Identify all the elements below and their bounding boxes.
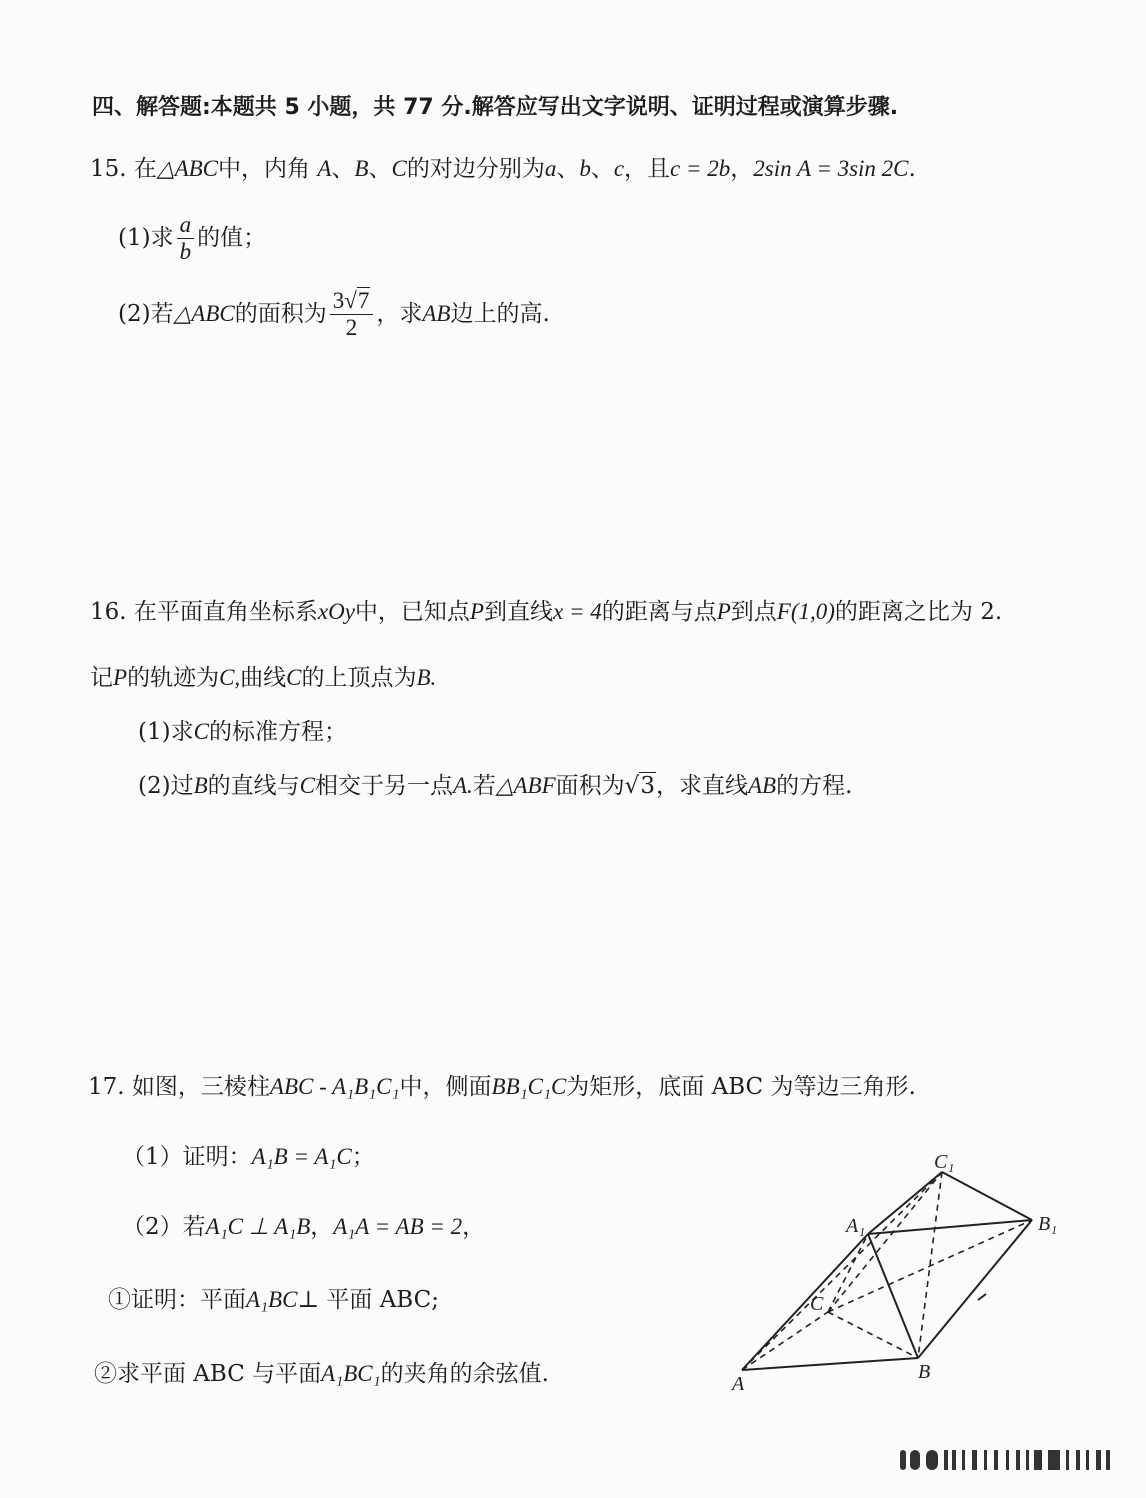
text: 在平面直角坐标系 — [133, 599, 318, 625]
q16-line2 — [90, 664, 436, 693]
edge-C1-B1 — [942, 1172, 1032, 1220]
barcode-strip — [900, 1448, 1116, 1472]
var: AB — [422, 300, 451, 326]
bar — [1026, 1450, 1029, 1470]
var: B — [354, 156, 369, 181]
text: 、 — [556, 156, 580, 182]
bar — [1048, 1450, 1060, 1470]
equation: A₁B = A₁C — [251, 1144, 352, 1169]
edge-A-C — [742, 1312, 828, 1370]
var: a — [544, 156, 557, 181]
part-label: ①证明：平面 — [108, 1287, 246, 1313]
var: A — [317, 156, 332, 181]
equation: 2sin A = 3sin 2C — [753, 156, 909, 181]
bar — [1066, 1450, 1069, 1470]
text: 的上顶点为 — [301, 665, 417, 691]
bar — [984, 1450, 987, 1470]
diag-C1-B — [918, 1172, 942, 1358]
var: A. — [453, 773, 473, 798]
var: B. — [416, 665, 437, 690]
text: 的面积为 — [234, 300, 327, 327]
denominator: 2 — [345, 315, 358, 341]
bar — [1016, 1450, 1020, 1470]
text: 、 — [368, 156, 392, 182]
part-label: ②求平面 ABC 与平面 — [94, 1361, 322, 1387]
text: 的轨迹为 — [127, 665, 220, 691]
question-16 — [90, 598, 1002, 627]
plane-name: A₁BC₁ — [321, 1361, 381, 1386]
edge-C-B — [828, 1312, 918, 1358]
text: ， — [730, 156, 754, 182]
question-number: 17. — [88, 1074, 125, 1100]
numerator: a — [177, 212, 195, 239]
triangle-symbol: △ABC — [156, 156, 219, 181]
section-heading: 四、解答题:本题共 5 小题，共 77 分.解答应写出文字说明、证明过程或演算步骤. — [92, 95, 899, 120]
part-label: (2)过 — [138, 773, 194, 799]
q17-sub1 — [108, 1286, 439, 1315]
var: xOy — [317, 599, 355, 624]
text: 相交于另一点 — [315, 773, 453, 799]
text: 若 — [472, 773, 496, 799]
var: C — [286, 665, 302, 690]
question-17 — [88, 1073, 916, 1102]
text: 的距离之比为 2. — [834, 599, 1003, 625]
tick-mark — [978, 1294, 986, 1300]
text: 的夹角的余弦值. — [380, 1361, 549, 1387]
var: AB — [747, 773, 777, 798]
question-number: 16. — [90, 599, 127, 625]
var: P — [113, 665, 128, 690]
text: ⊥ 平面 ABC; — [297, 1287, 439, 1313]
var: C, — [219, 665, 241, 690]
text: 的对边分别为 — [406, 156, 545, 182]
text: ， — [462, 1214, 486, 1240]
var: B — [193, 773, 208, 798]
text: 到点 — [730, 599, 777, 625]
question-15 — [90, 155, 916, 184]
bar — [910, 1450, 920, 1470]
text: 、 — [590, 156, 614, 182]
diag-A-C1 — [742, 1172, 942, 1370]
bar — [1096, 1450, 1101, 1470]
q17-part2 — [122, 1213, 485, 1242]
text: 曲线 — [240, 665, 287, 691]
question-number: 15. — [90, 156, 127, 182]
var: C — [193, 719, 209, 744]
bar — [962, 1450, 965, 1470]
part-label: (2)若 — [118, 300, 174, 327]
edge-A1-C — [828, 1234, 868, 1312]
text: ，且 — [624, 156, 671, 182]
text: ，求 — [376, 300, 423, 327]
text: 中，已知点 — [354, 599, 470, 625]
var: C — [299, 773, 315, 798]
triangle-symbol: △ABC — [173, 300, 235, 326]
text: 、 — [331, 156, 355, 182]
numerator: 3√7 — [330, 288, 374, 315]
var: b — [579, 156, 591, 181]
text: 的标准方程； — [208, 719, 347, 745]
q16-part1 — [138, 718, 347, 747]
part-label: （2）若 — [122, 1214, 206, 1240]
hidden-edges — [742, 1172, 1032, 1370]
radicand: 7 — [357, 288, 370, 313]
text: ； — [351, 1144, 375, 1170]
coefficient: 3 — [332, 288, 345, 313]
q17-sub2 — [94, 1360, 549, 1389]
var: P — [716, 599, 731, 624]
label-B: B — [918, 1361, 931, 1383]
bar — [1106, 1450, 1110, 1470]
text: 的方程. — [776, 773, 853, 799]
prism-figure — [722, 1148, 1082, 1398]
bar — [1006, 1450, 1009, 1470]
var: C — [391, 156, 407, 181]
text: 面积为 — [555, 773, 625, 799]
label-A: A — [732, 1373, 745, 1395]
plane-name: A₁BC — [246, 1287, 298, 1312]
var: P — [469, 599, 484, 624]
equation: A₁C ⊥ A₁B — [205, 1214, 311, 1239]
q17-part1 — [122, 1143, 375, 1172]
label-C1: C₁ — [934, 1151, 955, 1173]
bar — [900, 1450, 906, 1470]
triangle-symbol: △ABF — [495, 773, 556, 798]
part-label: (1)求 — [138, 719, 194, 745]
prism-name: ABC - A₁B₁C₁ — [269, 1074, 400, 1099]
label-C: C — [810, 1293, 824, 1315]
bar — [1034, 1450, 1042, 1470]
bar — [994, 1450, 998, 1470]
q15-part2 — [118, 288, 550, 342]
equation: x = 4 — [552, 599, 602, 624]
edge-C-C1 — [828, 1172, 942, 1312]
text: 到直线 — [483, 599, 553, 625]
bar — [926, 1450, 938, 1470]
face-name: BB₁C₁C — [491, 1074, 567, 1099]
radicand: 3 — [640, 773, 655, 799]
part-label: (1)求 — [118, 224, 174, 251]
bar — [972, 1450, 977, 1470]
text: ， — [310, 1214, 334, 1240]
text: 在 — [133, 156, 157, 182]
q16-part2: (2)过B的直线与C相交于另一点A.若△ABF面积为√3，求直线AB的方程. — [138, 773, 853, 799]
text: ，求直线 — [655, 773, 748, 799]
part-label: （1）证明： — [122, 1144, 252, 1170]
edge-A-B — [742, 1358, 918, 1370]
text: 的直线与 — [207, 773, 300, 799]
text: 的距离与点 — [601, 599, 717, 625]
bar — [952, 1450, 956, 1470]
text: 如图，三棱柱 — [131, 1074, 270, 1100]
edge-B1-B — [918, 1220, 1032, 1358]
equation: c = 2b — [670, 156, 731, 181]
text: 中，侧面 — [399, 1074, 492, 1100]
label-B1: B₁ — [1038, 1213, 1058, 1235]
solid-edges — [742, 1172, 1032, 1370]
fraction — [177, 212, 195, 266]
text: 边上的高. — [450, 300, 550, 327]
q15-part1 — [118, 212, 266, 266]
bar — [1076, 1450, 1080, 1470]
fraction — [330, 288, 374, 342]
bar — [944, 1450, 948, 1470]
edge-A1-C1 — [868, 1172, 942, 1234]
edge-A1-B — [868, 1234, 918, 1358]
text: 为矩形，底面 ABC 为等边三角形. — [566, 1074, 916, 1100]
equation: A₁A = AB = 2 — [333, 1214, 463, 1239]
point: F(1,0) — [776, 599, 835, 624]
bar — [1086, 1450, 1089, 1470]
denominator: b — [179, 239, 192, 265]
label-A1: A₁ — [846, 1215, 866, 1237]
text: 中，内角 — [218, 156, 311, 182]
var: c — [613, 156, 625, 181]
text: 记 — [90, 665, 113, 691]
text: 的值； — [197, 224, 267, 251]
text: . — [908, 156, 916, 182]
